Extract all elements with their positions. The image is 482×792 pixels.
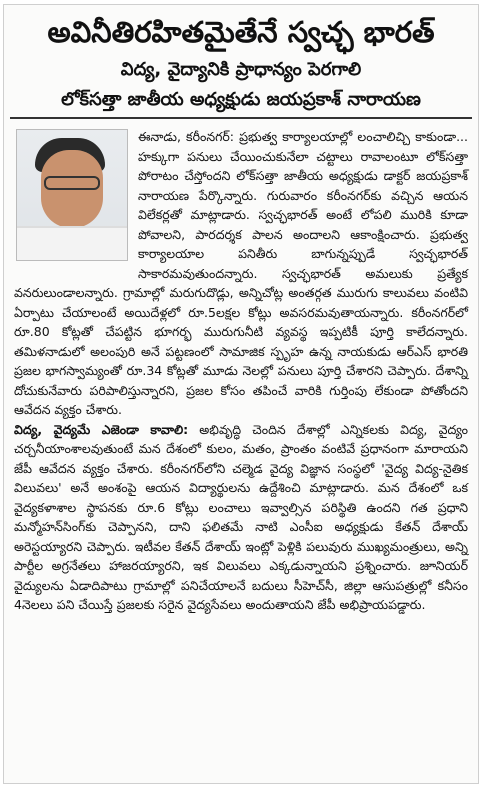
subheadline-2: లోక్‌సత్తా జాతీయ అధ్యక్షుడు జయప్రకాశ్ నారాయణ [61,89,421,110]
article-body [4,119,478,615]
headline: అవినీతిరహితమైతేనే స్వచ్ఛ భారత్ [47,15,435,49]
paragraph-2 [14,420,468,615]
section-heading: విద్య, వైద్యమే ఎజెండా కావాలి: [14,421,189,437]
paragraph-2-text: అభివృద్ధి చెందిన దేశాల్లో ఎన్నికలకు విద్య, వైద్యం చర్చనీయాంశాలవుతుంటే మన దేశంలో కులం, మతం, ప్రాంతం వంటివే ప్రధానంగా మారాయని జేపీ ఆవేదన వ్యక్తం చేశారు. కరీంనగర్‌లోని చల్మెడ వైద్య విజ్ఞాన సంస్థలో 'వైద్య విద్య-నైతిక విలువలు' అనే అంశంపై ఆయన విద్యార్థులను ఉద్దేశించి మాట్లాడారు. మన దేశంలో ఒక వైద్యకళాశాల స్థాపనకు రూ.6 కోట్లు లంచాలు ఇవ్వాల్సిన పరిస్థితి ఉందని గత ప్రధాని మన్మోహన్‌సింగ్‌కు చెప్పానని, దాని ఫలితమే నాటి ఎంసీఐ అధ్యక్షుడు కేతన్ దేశాయ్ అరెస్టయ్యారని చెప్పారు. ఇటీవల కేతన్ దేశాయ్ ఇంట్లో పెళ్లికి పలువురు ముఖ్యమంత్రులు, అన్ని పార్టీల అగ్రనేతలు హాజరయ్యారని, ఇక విలువలు ఎక్కడున్నాయని ప్రశ్నించారు. జూనియర్ వైద్యులను ఏడాదిపాటు గ్రామాల్లో పనిచేయాలనే బదులు సీహెచ్‌సీ, జిల్లా ఆసుపత్రుల్లో కనీసం 4నెలలు పని చేయిస్తే ప్రజలకు సరైన వైద్యసేవలు అందుతాయని జేపీ అభిప్రాయపడ్డారు. [14,421,468,612]
newspaper-clipping [3,4,479,784]
person-portrait-icon [16,129,128,261]
paragraph-1: ఈనాడు, కరీంనగర్: ప్రభుత్వ కార్యాలయాల్లో లంచాలిచ్చి కాకుండా... హక్కుగా పనులు చేయించుకునేలా చట్టాలు రావాలంటూ లోక్‌సత్తా పోరాటం చేస్తోందని లోక్‌సత్తా జాతీయ అధ్యక్షుడు డాక్టర్ జయప్రకాశ్ నారాయణ పేర్కొన్నారు. గురువారం కరీంనగర్‌కు వచ్చిన ఆయన విలేకర్లతో మాట్లాడారు. స్వచ్ఛభారత్ అంటే లోపలి మురికి కూడా పోవాలని, పారదర్శక పాలన అందాలని ఆకాంక్షించారు. ప్రభుత్వ కార్యాలయాల పనితీరు బాగున్నప్పుడే స్వచ్ఛభారత్ సాకారమవుతుందన్నారు. స్వచ్ఛభారత్ అమలుకు ప్రత్యేక వనరులుండాలన్నారు. గ్రామాల్లో మరుగుదొడ్లు, అన్నిచోట్ల అంతర్గత మురుగు కాలువలు వంటివి ఏర్పాటు చేయాలంటే అయిదేళ్లలో రూ.5లక్షల కోట్లు అవసరమవుతాయన్నారు. కరీంనగర్‌లో రూ.80 కోట్లతో చేపట్టిన భూగర్భ మురుగునీటి వ్యవస్థ ఇప్పటికీ పూర్తి కాలేదన్నారు. తమిళనాడులో అలంపురి అనే పట్టణంలో సామాజిక స్పృహ ఉన్న నాయకుడు ఆర్‌ఎస్ భారతి ప్రజల భాగస్వామ్యంతో రూ.34 కోట్లతో మూడు నెలల్లో పనులు పూర్తి చేశారని చెప్పారు. దేశాన్ని దోచుకునేవారు పరిపాలిస్తున్నారని, ప్రజల కోసం తపించే వారికి గుర్తింపు లేకుండా పోతోందని ఆవేదన వ్యక్తం చేశారు. [14,129,468,417]
subheadline-1: విద్య, వైద్యానికి ప్రాధాన్యం పెరగాలి [120,59,362,80]
